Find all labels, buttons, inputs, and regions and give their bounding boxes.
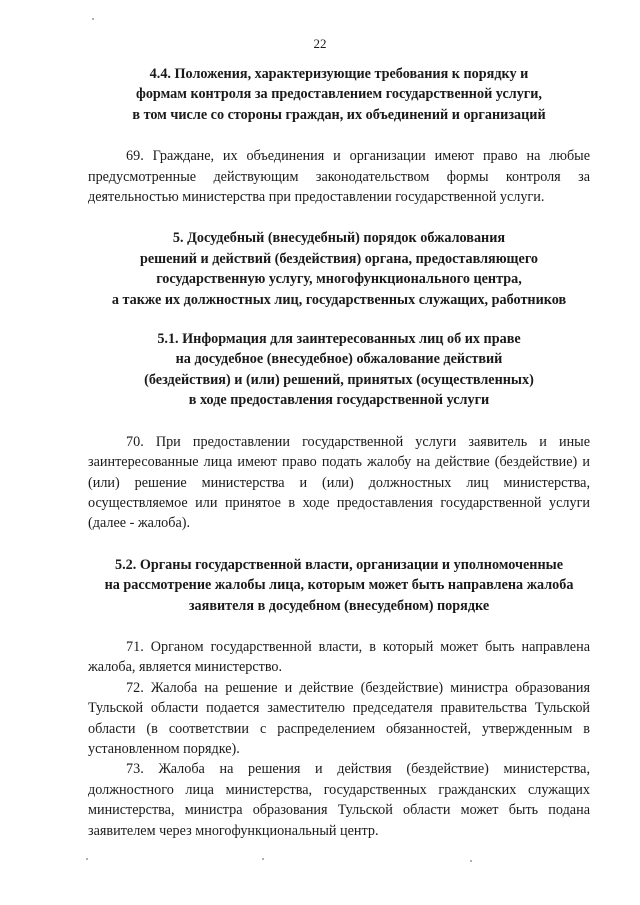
- heading-line: 5.2. Органы государственной власти, организации и уполномоченные: [114, 556, 563, 573]
- scan-dot: [262, 858, 264, 860]
- heading-5: [88, 228, 590, 310]
- scan-dot: [470, 860, 472, 862]
- heading-line: формам контроля за предоставлением государственной услуги,: [136, 86, 542, 103]
- heading-line: заявителя в досудебном (внесудебном) порядке: [188, 597, 490, 614]
- paragraph-71: 71. Органом государственной власти, в который может быть направлена жалоба, является министерство.: [88, 638, 590, 676]
- heading-line: 5.1. Информация для заинтересованных лиц об их праве: [157, 331, 521, 348]
- heading-line: а также их должностных лиц, государственных служащих, работников: [111, 291, 567, 308]
- document-body: [88, 64, 590, 841]
- scan-dot: [86, 858, 88, 860]
- paragraph-73: 73. Жалоба на решения и действия (бездействие) министерства, должностного лица министерства, государственных гражданских служащих министерства, министра образования Тульской области может быть подана заявителем через многофункциональный центр.: [88, 761, 590, 839]
- heading-line: в том числе со стороны граждан, их объединений и организаций: [132, 106, 546, 123]
- page-number: 22: [313, 36, 327, 51]
- heading-line: (бездействия) и (или) решений, принятых (осуществленных): [144, 371, 534, 388]
- heading-line: 4.4. Положения, характеризующие требования к порядку и: [149, 66, 529, 82]
- scan-dot: [92, 18, 94, 20]
- heading-line: на досудебное (внесудебное) обжалование действий: [175, 351, 503, 368]
- paragraph-70: 70. При предоставлении государственной услуги заявитель и иные заинтересованные лица имеют право подать жалобу на действие (бездействие) и (или) решение министерства и (или) должностных лиц министерства, осуществляемое или принятое в ходе предоставления государственной услуги (далее - жалоба).: [88, 433, 590, 532]
- heading-line: в ходе предоставления государственной услуги: [188, 392, 490, 409]
- heading-5-2: [88, 555, 590, 616]
- heading-line: решений и действий (бездействия) органа, предоставляющего: [139, 250, 539, 267]
- heading-line: государственную услугу, многофункционального центра,: [156, 271, 522, 288]
- paragraph-72: 72. Жалоба на решение и действие (бездействие) министра образования Тульской области подается заместителю председателя правительства Тульской области (в соответствии с распределением обязанностей, утвержденным в установленном порядке).: [88, 679, 590, 757]
- heading-line: 5. Досудебный (внесудебный) порядок обжалования: [172, 230, 506, 247]
- paragraph-69: 69. Граждане, их объединения и организации имеют право на любые предусмотренные действующим законодательством формы контроля за деятельностью министерства при предоставлении государственной услуги.: [88, 148, 590, 206]
- heading-5-1: [88, 329, 590, 411]
- heading-4-4: [88, 64, 590, 125]
- heading-line: на рассмотрение жалобы лица, которым может быть направлена жалоба: [104, 577, 574, 594]
